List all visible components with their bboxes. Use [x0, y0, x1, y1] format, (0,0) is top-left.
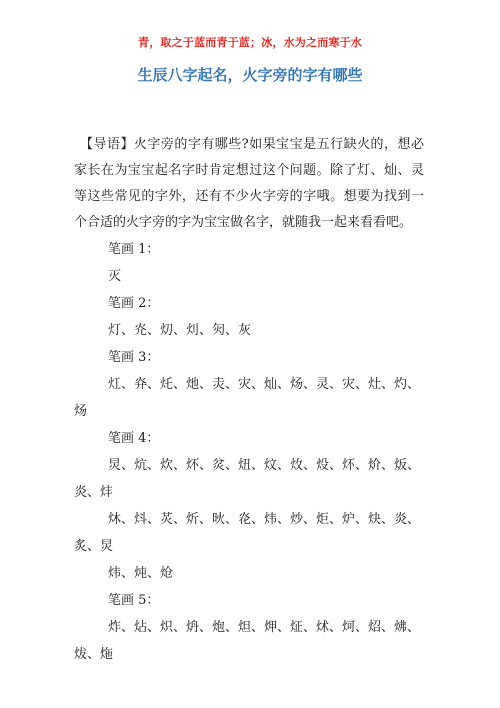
intro-paragraph: 【导语】火字旁的字有哪些?如果宝宝是五行缺火的，想必家长在为宝宝起名字时肯定想过这个问题。除了灯、灿、灵等这些常见的字外，还有不少火字旁的字哦。想要为找到一个合适的火字旁的字为宝宝做名字，就随我一起来看看吧。	[74, 137, 424, 230]
character-list: 炸、炶、炽、炿、炮、炟、炠、炡、炢、炣、炤、炥、炦、炧	[74, 620, 421, 662]
stroke-count-label: 笔画 1：	[108, 242, 160, 257]
character-list: 灴、灷、灹、灺、灻、灾、灿、炀、灵、灾、灶、灼、炀	[74, 377, 421, 419]
character-list: 灯、灮、灱、灲、灳、灰	[108, 323, 252, 338]
stroke-count-label: 笔画 2：	[108, 296, 160, 311]
page-title: 生辰八字起名，火字旁的字有哪些	[137, 66, 363, 84]
stroke-count-label: 笔画 4：	[108, 431, 160, 446]
character-list: 炑、炓、炗、炘、炚、炛、炜、炒、炬、炉、炔、炎、炙、炅	[74, 512, 421, 554]
character-list: 灭	[108, 269, 122, 284]
character-list: 炅、炕、炊、炋、炃、炄、炆、炇、炈、炋、炌、炍、炎、炐	[74, 458, 421, 500]
article-body	[74, 132, 424, 668]
header-quote: 青，取之于蓝而青于蓝；冰，水为之而寒于水	[138, 36, 362, 49]
stroke-count-label: 笔画 5：	[108, 593, 160, 608]
character-list: 炜、炖、炝	[108, 566, 174, 581]
stroke-count-label: 笔画 3：	[108, 350, 160, 365]
